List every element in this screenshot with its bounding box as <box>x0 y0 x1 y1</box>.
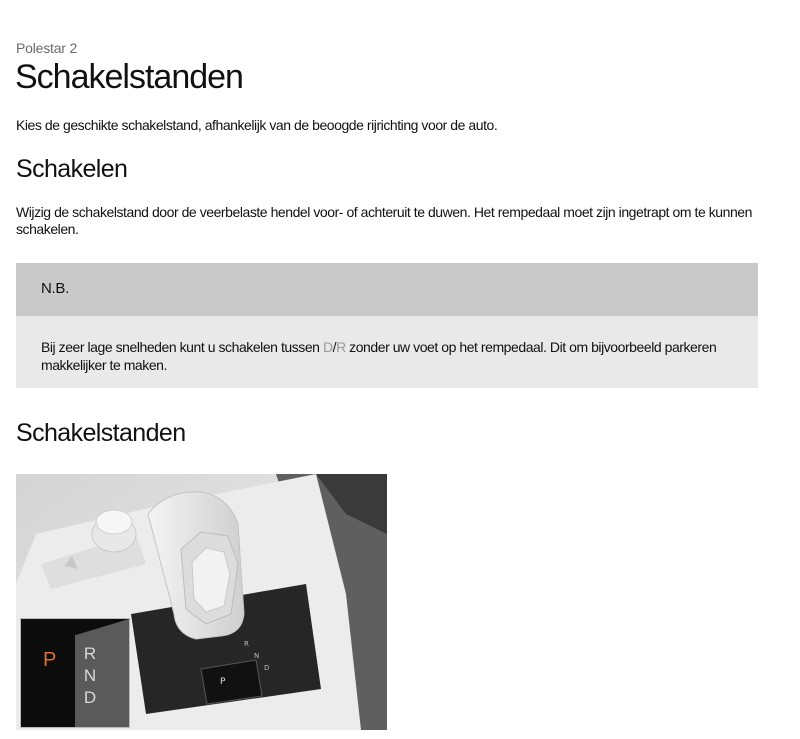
gear-separator: / <box>332 339 337 355</box>
gear-r-label: R <box>336 339 346 355</box>
console-n-label: N <box>254 652 260 660</box>
display-r-label: R <box>83 644 97 663</box>
note-text-end: zonder uw voet op het rempedaal. Dit om bijvoorbeeld parkeren makkelijker te maken. <box>41 339 717 373</box>
section-heading-positions: Schakelstanden <box>16 419 186 447</box>
note-text-start: Bij zeer lage snelheden kunt u schakelen tussen <box>41 339 323 355</box>
display-n-label: N <box>83 666 97 685</box>
console-r-label: R <box>244 640 249 648</box>
gear-d-label: D <box>322 339 333 355</box>
display-park-label: P <box>43 649 57 671</box>
gear-selector-photo <box>16 474 387 730</box>
note-box <box>16 263 758 388</box>
console-d-label: D <box>264 664 270 672</box>
page-title: Schakelstanden <box>15 58 243 96</box>
brand-label: Polestar 2 <box>16 40 78 56</box>
console-park-label: P <box>220 677 226 687</box>
section-heading-shifting: Schakelen <box>16 155 128 183</box>
intro-text: Kies de geschikte schakelstand, afhankelijk van de beoogde rijrichting voor de auto. <box>16 117 498 133</box>
display-d-label: D <box>83 688 97 707</box>
shifting-paragraph: Wijzig de schakelstand door de veerbelaste hendel voor- of achteruit te duwen. Het rempedaal moet zijn ingetrapt om te kunnen schakelen. <box>16 204 752 237</box>
gear-indicator-display <box>20 618 130 728</box>
note-text <box>16 316 758 374</box>
note-title: N.B. <box>16 263 758 316</box>
